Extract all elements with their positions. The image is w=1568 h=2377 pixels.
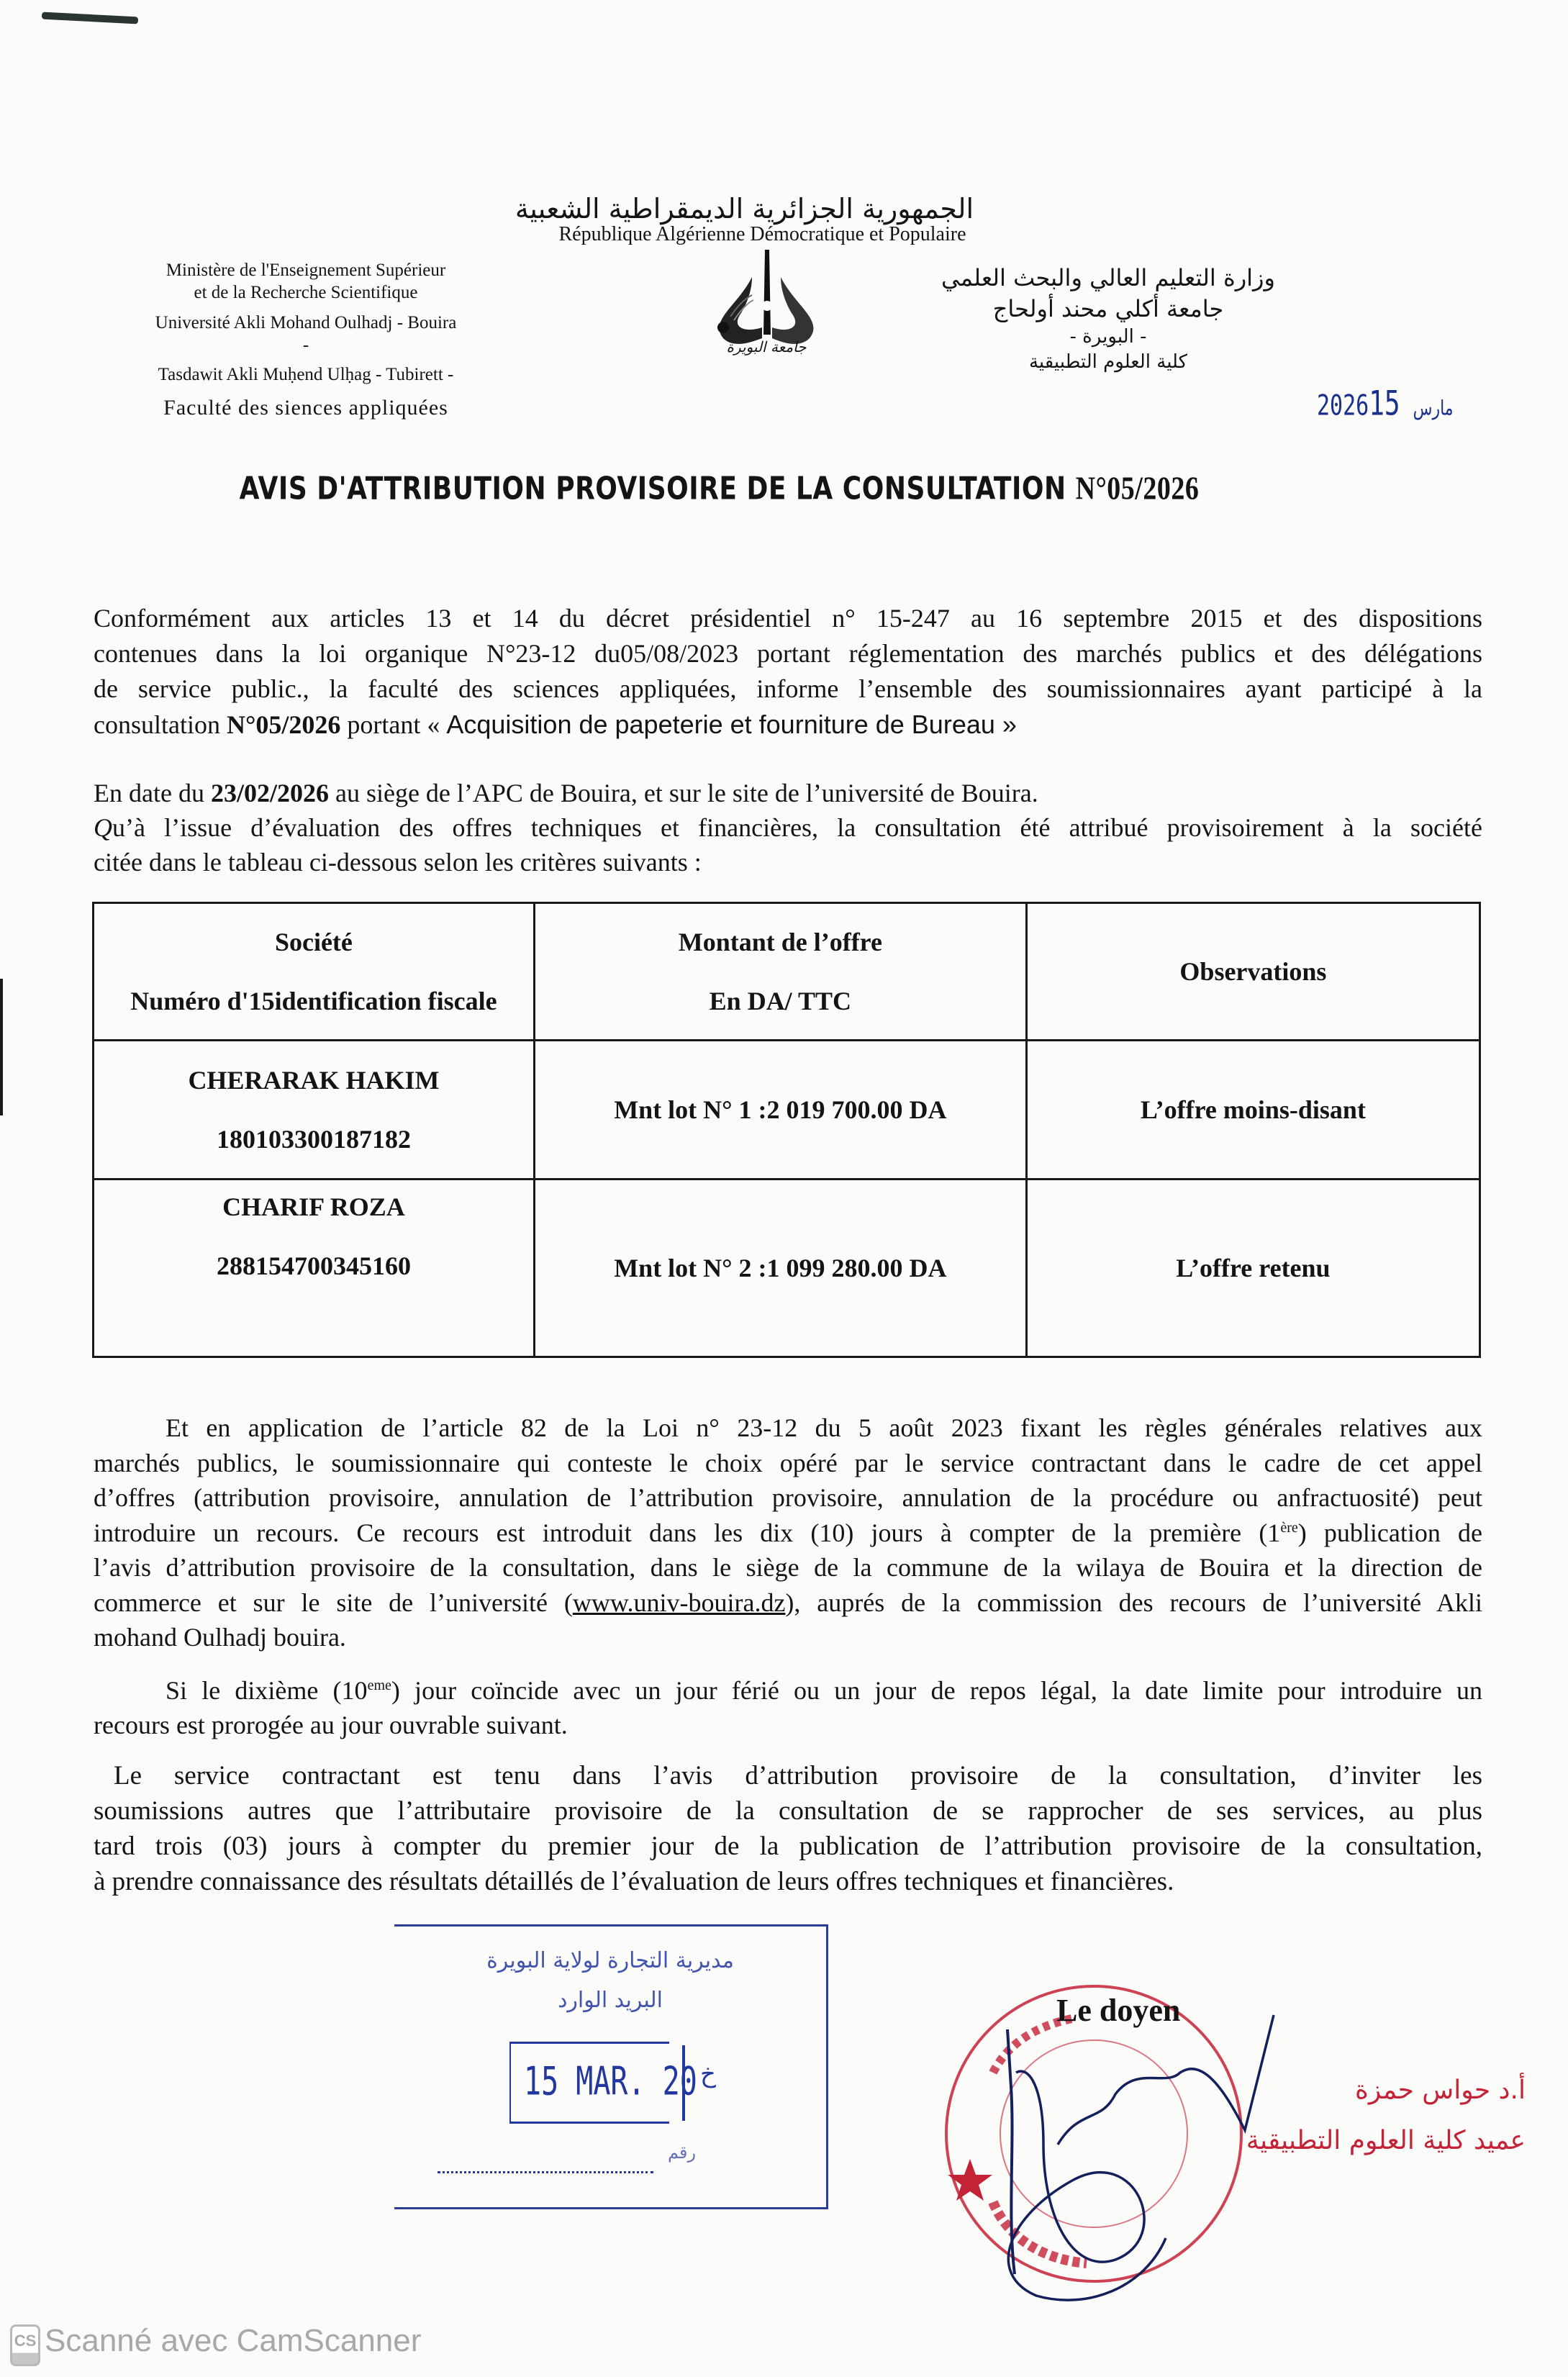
intro-line: contenues dans la loi organique N°23-12 du05/08/2023 portant réglementation des marchés publics et des délégations [94,639,1482,668]
company-nif: 288154700345160 [216,1251,411,1280]
header-amount [534,903,1026,1041]
deadline-line-1b: ) jour coïncide avec un jour férié ou un jour de repos légal, la date limite pour introduire un [391,1676,1482,1705]
date-stamp-year: 2026 [1317,389,1369,422]
company-cell [94,1041,535,1180]
deadline-line [94,1673,1482,1708]
consult-number: N°05/2026 [226,710,341,739]
invitation-paragraph [94,1758,1482,1899]
camscanner-logo: CS [10,2324,40,2366]
dean-name-arabic: أ.د حواس حمزة [1355,2075,1526,2105]
intro-line: Conformément aux articles 13 et 14 du décret présidentiel n° 15-247 au 16 septembre 2015 et des dispositions [94,604,1482,633]
reception-date: 15 MAR. 20 [524,2060,697,2105]
logo-caption: جامعة البويرة [726,338,807,356]
republic-french-text: République Algérienne Démocratique et Populaire [558,223,966,245]
table-row [94,1041,1480,1180]
faculty-arabic: كلية العلوم التطبيقية [1028,351,1188,373]
handwritten-signature [957,2001,1360,2303]
date-stamp-day: 15 [1369,385,1400,424]
header-currency-label: En DA/ TTC [709,987,852,1015]
offer-amount: Mnt lot N° 2 :1 099 280.00 DA [614,1254,947,1282]
header-observations-label: Observations [1179,957,1327,986]
observation-cell [1026,1041,1479,1180]
date-prefix: En date du [94,779,211,807]
result-paragraph [94,810,1482,879]
invitation-line: tard trois (03) jours à compter du premier jour de la publication de l’attribution provisoire de la consultation, [94,1832,1482,1861]
university-website-link[interactable]: www.univ-bouira.dz [572,1588,786,1617]
observation-text: L’offre retenu [1176,1254,1331,1282]
appeal-line-6a: commerce et sur le site de l’université ( [94,1588,573,1617]
reception-stamp-line-1: مديرية التجارة لولاية البويرة [486,1948,734,1973]
faculty-name: Faculté des siences appliquées [163,396,448,420]
offer-amount: Mnt lot N° 1 :2 019 700.00 DA [614,1095,947,1124]
consult-mid: portant « [340,710,447,739]
appeal-line-6b: ), auprés de la commission des recours de l’université Akli [785,1588,1482,1617]
superscript-eme: eme [367,1678,391,1693]
result-line-2: citée dans le tableau ci-dessous selon les critères suivants : [94,848,702,877]
table-row [94,1180,1480,1357]
republic-french [0,223,1568,246]
university-name-tamazight: Tasdawit Akli Muḥend Ulḥag - Tubirett - [158,365,454,384]
invitation-line: à prendre connaissance des résultats détaillés de l’évaluation de leurs offres techniques et financières. [94,1867,1174,1896]
observation-text: L’offre moins-disant [1140,1095,1366,1124]
appeal-line: marchés publics, le soumissionnaire qui conteste le choix opéré par le service contractant dans le cadre de cet appel [94,1448,1482,1477]
republic-arabic [0,193,1568,225]
university-arabic: جامعة أكلي محند أولحاج [992,295,1224,323]
scan-artifact-mark [42,12,138,24]
appeal-line-4a: introduire un recours. Ce recours est introduit dans les dix (10) jours à compter de la première (1 [94,1518,1281,1547]
date-stamp-month: مارس [1413,397,1454,421]
observation-cell [1026,1180,1479,1357]
result-line [94,810,1482,845]
camscanner-watermark: Scanné avec CamScanner [45,2323,422,2358]
company-nif: 180103300187182 [216,1125,411,1154]
intro-line: de service public., la faculté des sciences appliquées, informe l’ensemble des soumissionnaires ayant participé à la [94,674,1482,703]
ministry-line-2: et de la Recherche Scientifique [194,283,418,303]
invitation-line: Le service contractant est tenu dans l’avis d’attribution provisoire de la consultation, d’inviter les [114,1761,1482,1790]
institution-arabic-block [892,263,1324,376]
result-line-1: u’à l’issue d’évaluation des offres techniques et financières, la consultation été attribué provisoirement à la société [112,813,1482,842]
ministry-arabic: وزارة التعليم العالي والبحث العلمي [941,264,1275,291]
reception-stamp-line-2: البريد الوارد [558,1988,663,2013]
appeal-paragraph [94,1411,1482,1655]
superscript-ere: ère [1280,1519,1298,1536]
date-suffix: au siège de l’APC de Bouira, et sur le site de l’université de Bouira. [328,779,1038,807]
signatory-title: Le doyen [1056,1993,1181,2028]
header-company [94,903,535,1041]
appeal-line: Et en application de l’article 82 de la Loi n° 23-12 du 5 août 2023 fixant les règles générales relatives aux [166,1413,1482,1442]
scan-edge-mark [0,979,3,1115]
reception-stamp [394,1924,828,2209]
city-arabic: - البويرة - [1069,326,1147,348]
company-name: CHERARAK HAKIM [188,1066,440,1095]
appeal-line-4b: ) publication de [1297,1518,1482,1547]
header-observations [1026,903,1479,1041]
reception-number-dots [438,2171,653,2173]
result-initial: Q [94,813,112,842]
reception-number-label: رقم [668,2142,697,2163]
reception-date-label: خ [700,2060,716,2088]
date-stamp [1317,385,1467,423]
publication-date-line [94,776,1482,810]
header-company-label: Société [274,928,353,956]
header-amount-label: Montant de l’offre [678,928,882,956]
appeal-line [94,1516,1482,1551]
company-name: CHARIF ROZA [222,1192,405,1221]
institution-french-block [155,259,457,422]
appeal-line: l’avis d’attribution provisoire de la consultation, dans le siège de la commune de la wilaya de Bouira et la direction de [94,1553,1482,1582]
consult-subject: Acquisition de papeterie et fourniture de Bureau » [446,710,1017,739]
appeal-line [94,1585,1482,1621]
table-header-row [94,903,1480,1041]
republic-arabic-text: الجمهورية الجزائرية الديمقراطية الشعبية [515,193,974,225]
dean-role-arabic: عميد كلية العلوم التطبيقية [1246,2126,1526,2155]
amount-cell [534,1180,1026,1357]
intro-paragraph [94,601,1482,743]
deadline-paragraph [94,1673,1482,1742]
deadline-line-1a: Si le dixième (10 [166,1676,368,1705]
title-number: N°05/2026 [1075,470,1200,507]
consult-prefix: consultation [94,710,227,739]
appeal-line: d’offres (attribution provisoire, annulation de l’attribution provisoire, annulation de la procédure ou anfractuosité) peut [94,1483,1482,1512]
amount-cell [534,1041,1026,1180]
consultation-subject-line [94,707,1482,743]
appeal-line: mohand Oulhadj bouira. [94,1623,346,1652]
header-nif-label: Numéro d'15identification fiscale [130,987,497,1015]
company-cell [94,1180,535,1357]
publication-date: 23/02/2026 [210,779,329,807]
invitation-line: soumissions autres que l’attributaire provisoire de la consultation de se rapprocher de ses services, au plus [94,1796,1482,1826]
ministry-line-1: Ministère de l'Enseignement Supérieur [166,261,446,280]
deadline-line: recours est prorogée au jour ouvrable suivant. [94,1711,568,1739]
title-text: AVIS D'ATTRIBUTION PROVISOIRE DE LA CONSULTATION [239,471,1066,507]
document-title [0,470,1568,507]
university-name: Université Akli Mohand Oulhadj - Bouira - [155,312,457,355]
attribution-table [92,902,1481,1358]
